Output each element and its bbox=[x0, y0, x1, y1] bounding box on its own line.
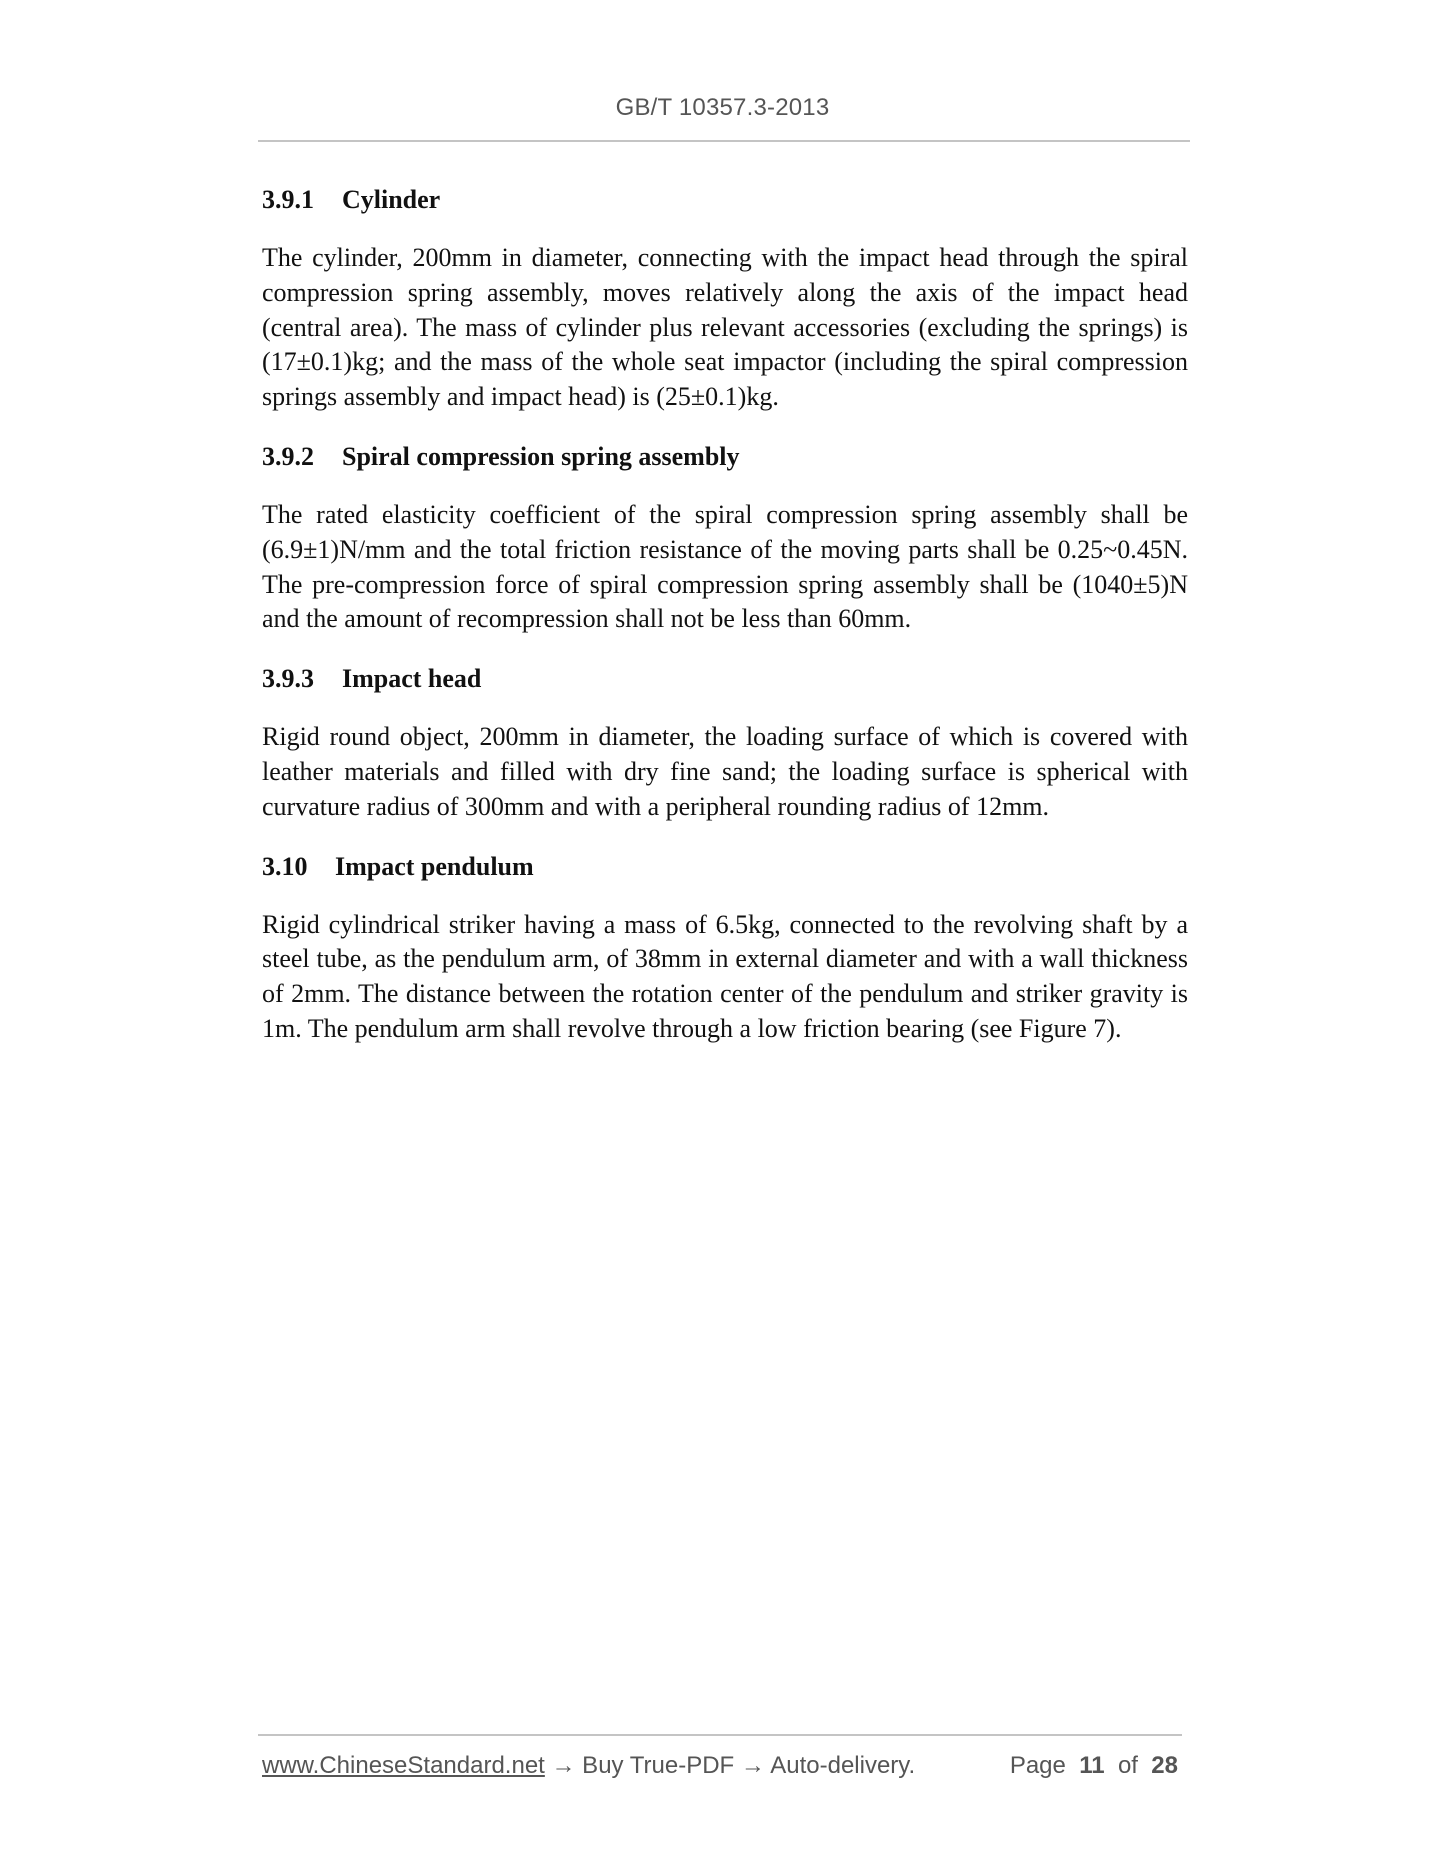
section-paragraph-3-9-2: The rated elasticity coefficient of the spiral compression spring assembly shall be (6.9±1)N/mm and the total friction resistance of the moving parts shall be 0.25~0.45N. The pre-compression force of spiral compression spring assembly shall be (1040±5)N and the amount of recompression shall not be less than 60mm. bbox=[262, 499, 1188, 634]
section-title: Impact head bbox=[342, 664, 482, 694]
section-heading-3-9-2 bbox=[262, 437, 1188, 477]
section-paragraph-3-9-1: The cylinder, 200mm in diameter, connecting with the impact head through the spiral compression spring assembly, moves relatively along the axis of the impact head (central area). The mass of cylinder plus relevant accessories (excluding the springs) is (17±0.1)kg; and the mass of the whole seat impactor (including the spiral compression springs assembly and impact head) is (25±0.1)kg. bbox=[262, 243, 1188, 412]
section-title: Spiral compression spring assembly bbox=[342, 441, 740, 471]
section-number: 3.9.3 bbox=[262, 664, 314, 694]
section-number: 3.10 bbox=[262, 851, 308, 881]
total-pages: 28 bbox=[1151, 1752, 1178, 1779]
section-heading-3-9-3 bbox=[262, 659, 1188, 699]
section-number: 3.9.2 bbox=[262, 441, 314, 471]
section-number: 3.9.1 bbox=[262, 185, 314, 214]
footer-divider bbox=[258, 1734, 1182, 1736]
current-page-number: 11 bbox=[1079, 1752, 1105, 1779]
section-title: Impact pendulum bbox=[335, 851, 534, 881]
section-title: Cylinder bbox=[342, 185, 441, 214]
footer-promo-text: → Buy True-PDF → Auto-delivery. bbox=[544, 1752, 916, 1779]
header-divider bbox=[258, 140, 1190, 142]
document-body bbox=[262, 180, 1188, 1069]
section-heading-3-9-1 bbox=[262, 180, 1188, 220]
section-paragraph-3-10: Rigid cylindrical striker having a mass of 6.5kg, connected to the revolving shaft by a steel tube, as the pendulum arm, of 38mm in external diameter and with a wall thickness of 2mm. The distance between the rotation center of the pendulum and striker gravity is 1m. The pendulum arm shall revolve through a low friction bearing (see Figure 7). bbox=[262, 909, 1188, 1043]
of-label: of bbox=[1117, 1752, 1138, 1779]
website-link[interactable]: www.ChineseStandard.net bbox=[262, 1752, 545, 1779]
document-header-title: GB/T 10357.3-2013 bbox=[615, 94, 830, 121]
section-paragraph-3-9-3: Rigid round object, 200mm in diameter, the loading surface of which is covered with leather materials and filled with dry fine sand; the loading surface is spherical with curvature radius of 300mm and with a peripheral rounding radius of 12mm. bbox=[262, 722, 1188, 821]
page-counter bbox=[1010, 1752, 1178, 1780]
page-footer bbox=[262, 1752, 1182, 1780]
page-label: Page bbox=[1009, 1752, 1066, 1779]
section-heading-3-10 bbox=[262, 847, 1188, 887]
